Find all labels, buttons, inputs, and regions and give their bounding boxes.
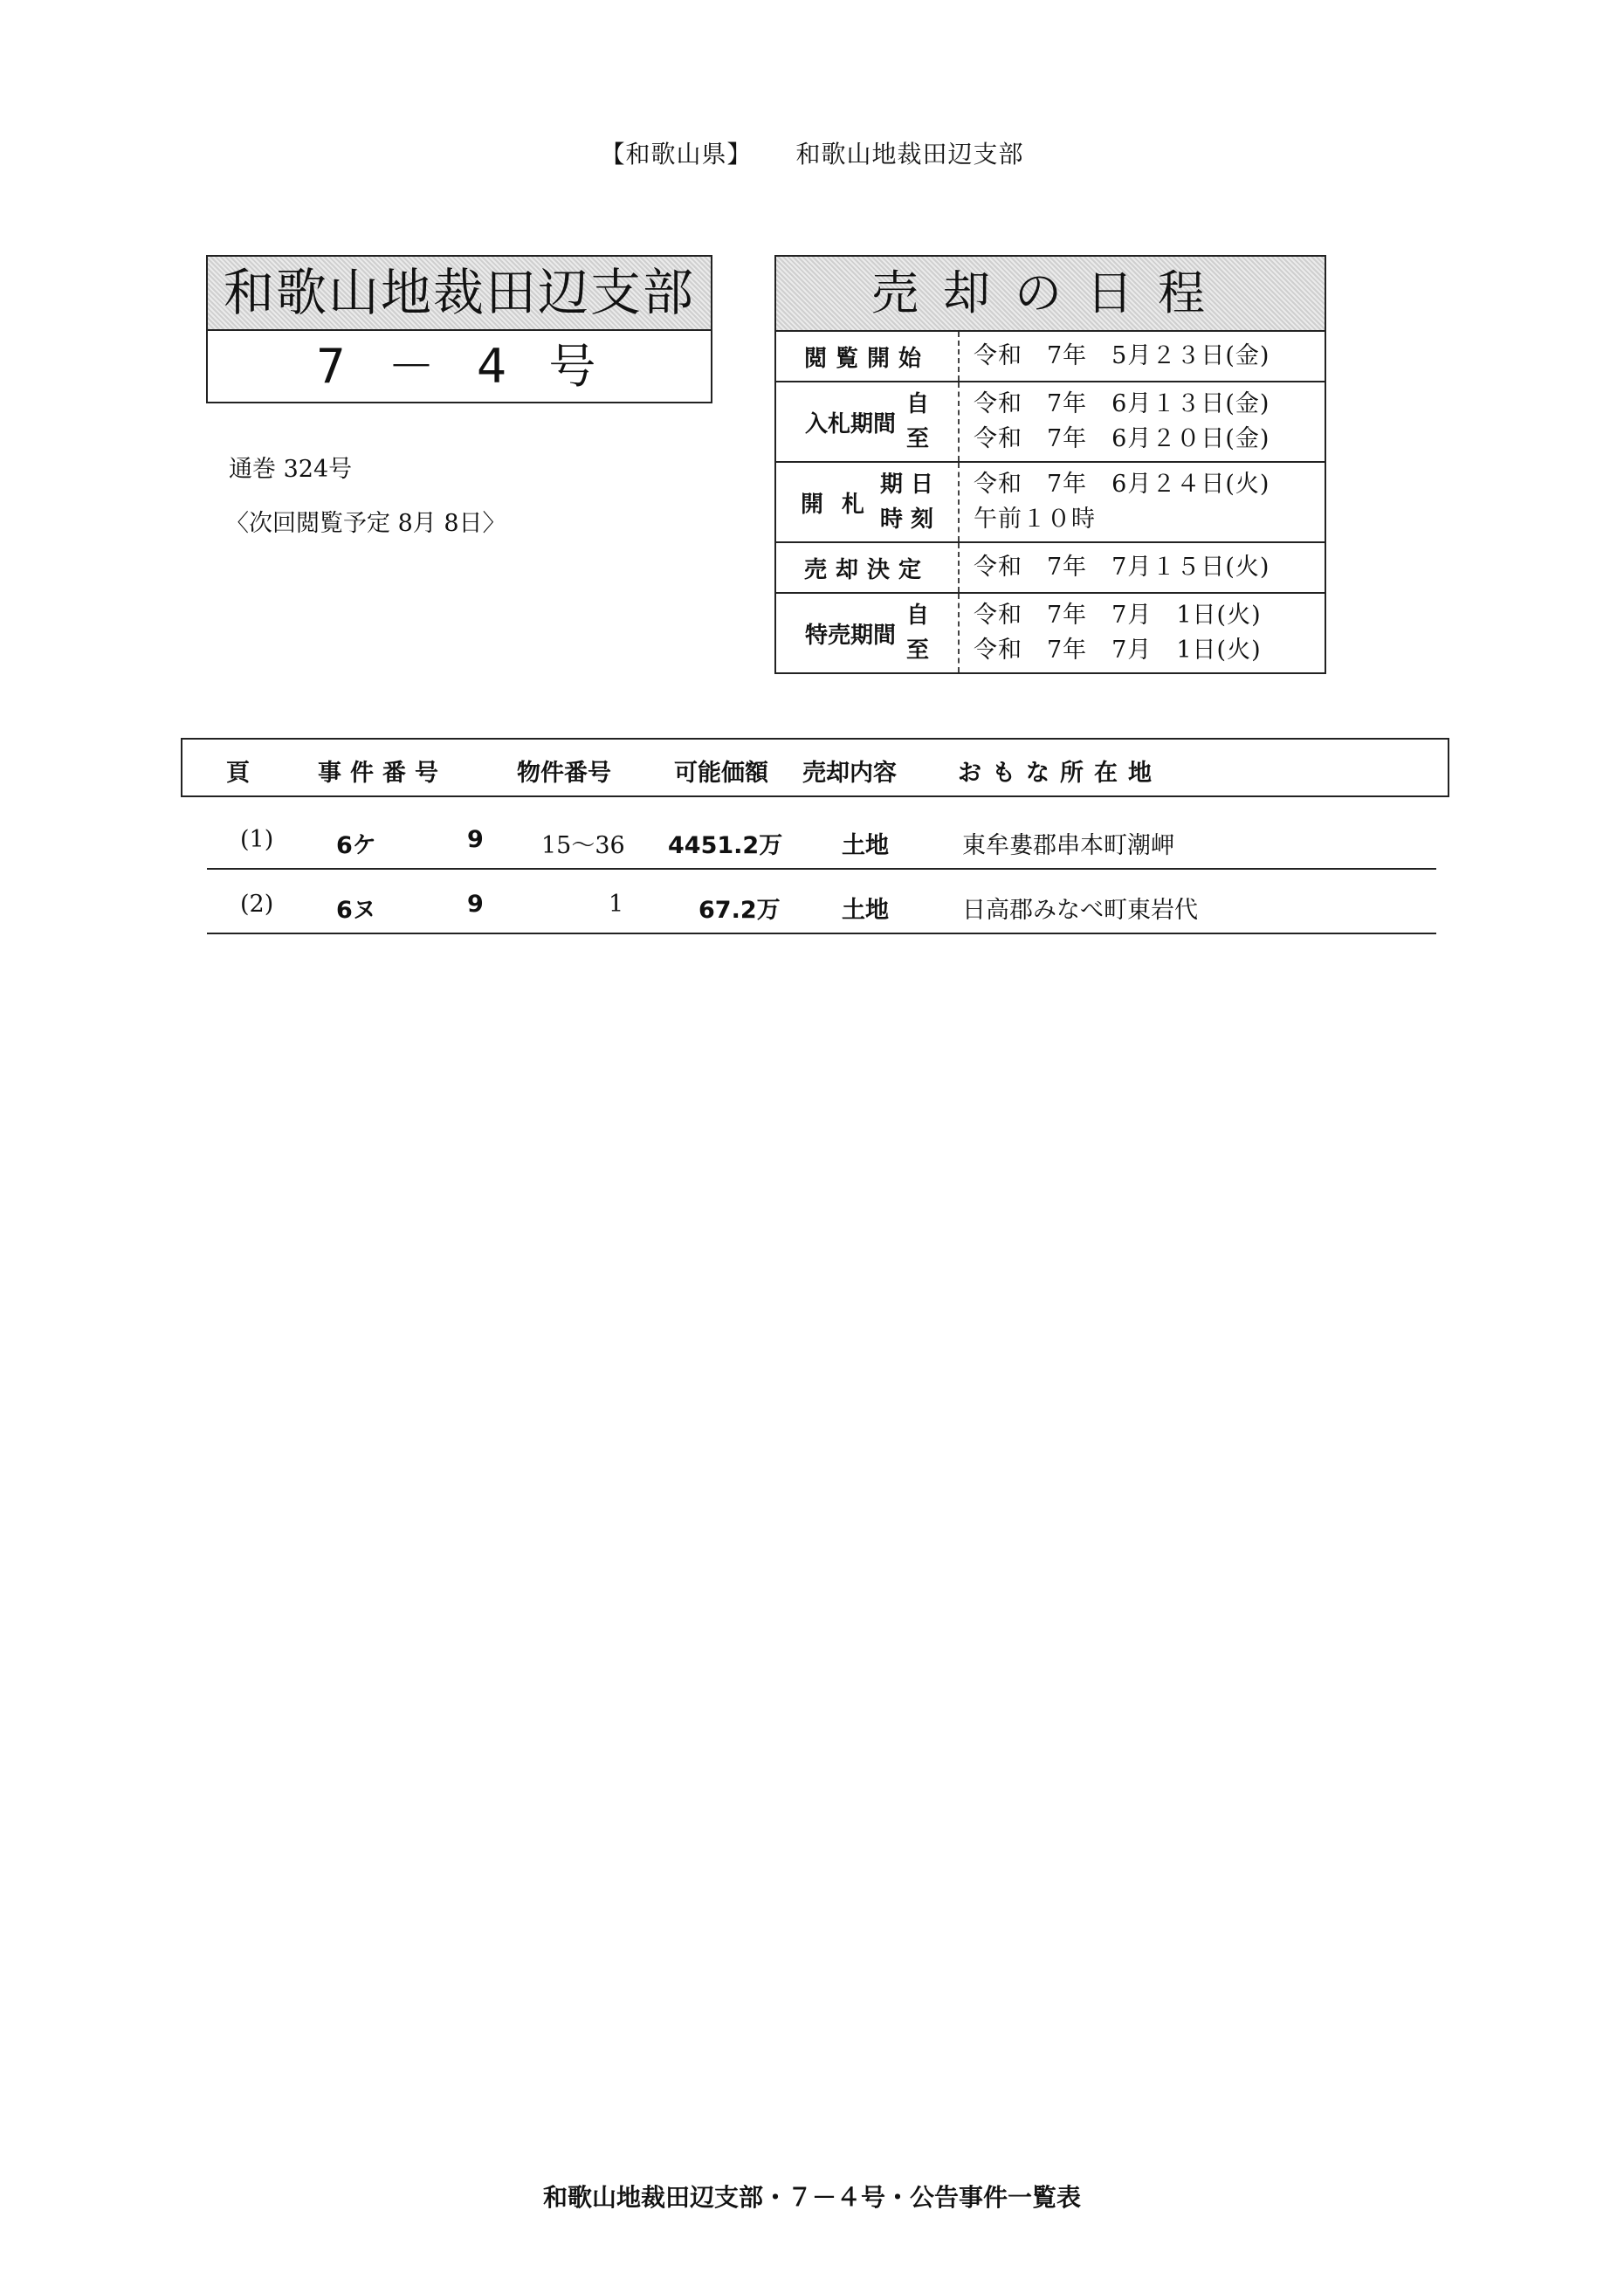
column-header: 物件番号 (517, 760, 611, 787)
schedule-label: 売却決定 (803, 556, 930, 583)
volume-number: 通巻 324号 (229, 456, 353, 483)
property-table-header (181, 738, 1449, 797)
schedule-label: 閲覧開始 (803, 345, 930, 372)
row-location: 日高郡みなべ町東岩代 (962, 897, 1198, 924)
schedule-value: 令和 7年 6月２４日(火) (974, 471, 1270, 498)
schedule-label: 入札期間 (804, 410, 896, 437)
schedule-label: 特売期間 (804, 622, 896, 649)
schedule-label: 開 札 (800, 491, 870, 518)
schedule-value: 午前１０時 (974, 506, 1096, 533)
schedule-value: 令和 7年 5月２３日(金) (974, 342, 1270, 369)
page-header (0, 135, 1624, 170)
page-footer: 和歌山地裁田辺支部・７－４号・公告事件一覧表 (542, 2183, 1081, 2212)
row-case: 6ケ (336, 832, 376, 859)
row-case-no: 9 (467, 826, 484, 853)
schedule-sublabel: 自 (906, 391, 930, 417)
row-property: 1 (609, 891, 624, 918)
schedule-row-decision (776, 543, 1325, 594)
schedule-value: 令和 7年 6月２０日(金) (974, 425, 1270, 452)
row-location: 東牟婁郡串本町潮岬 (962, 832, 1174, 859)
column-header: おもな所在地 (958, 760, 1162, 787)
court-label: 和歌山地裁田辺支部 (795, 140, 1024, 169)
schedule-sublabel: 自 (906, 603, 930, 629)
schedule-row-special-sale (776, 594, 1325, 672)
schedule-row-viewing (776, 332, 1325, 382)
schedule-row-bidding (776, 382, 1325, 463)
table-row[interactable] (207, 807, 1436, 870)
sale-schedule-box (774, 255, 1326, 674)
row-price: 67.2万 (698, 897, 781, 924)
schedule-value: 令和 7年 6月１３日(金) (974, 390, 1270, 417)
issue-number: 7－4号 (315, 339, 638, 394)
schedule-row-opening (776, 463, 1325, 543)
schedule-value: 令和 7年 7月 1日(火) (974, 602, 1262, 629)
issue-box (206, 255, 712, 403)
column-header: 事件番号 (318, 760, 447, 787)
schedule-sublabel: 至 (906, 426, 930, 452)
row-page: (2) (240, 891, 274, 918)
row-content: 土地 (842, 897, 889, 924)
table-row[interactable] (207, 871, 1436, 934)
schedule-sublabel: 期 日 (880, 472, 934, 498)
schedule-sublabel: 至 (906, 637, 930, 664)
row-content: 土地 (842, 832, 889, 859)
schedule-sublabel: 時 刻 (880, 506, 934, 533)
prefecture-label: 【和歌山県】 (600, 140, 753, 169)
row-case-no: 9 (467, 891, 484, 918)
row-price: 4451.2万 (668, 832, 783, 859)
schedule-value: 令和 7年 7月 1日(火) (974, 637, 1262, 664)
issue-court-name: 和歌山地裁田辺支部 (208, 257, 711, 331)
schedule-value: 令和 7年 7月１５日(火) (974, 554, 1270, 581)
column-header: 売却内容 (802, 760, 897, 787)
column-header: 可能価額 (674, 760, 768, 787)
row-case: 6ヌ (336, 897, 376, 924)
row-page: (1) (240, 826, 274, 853)
next-viewing-date: 〈次回閲覧予定 8月 8日〉 (225, 510, 506, 537)
column-header: 頁 (226, 760, 250, 787)
row-property: 15～36 (541, 832, 625, 859)
schedule-title: 売却の日程 (776, 257, 1325, 332)
